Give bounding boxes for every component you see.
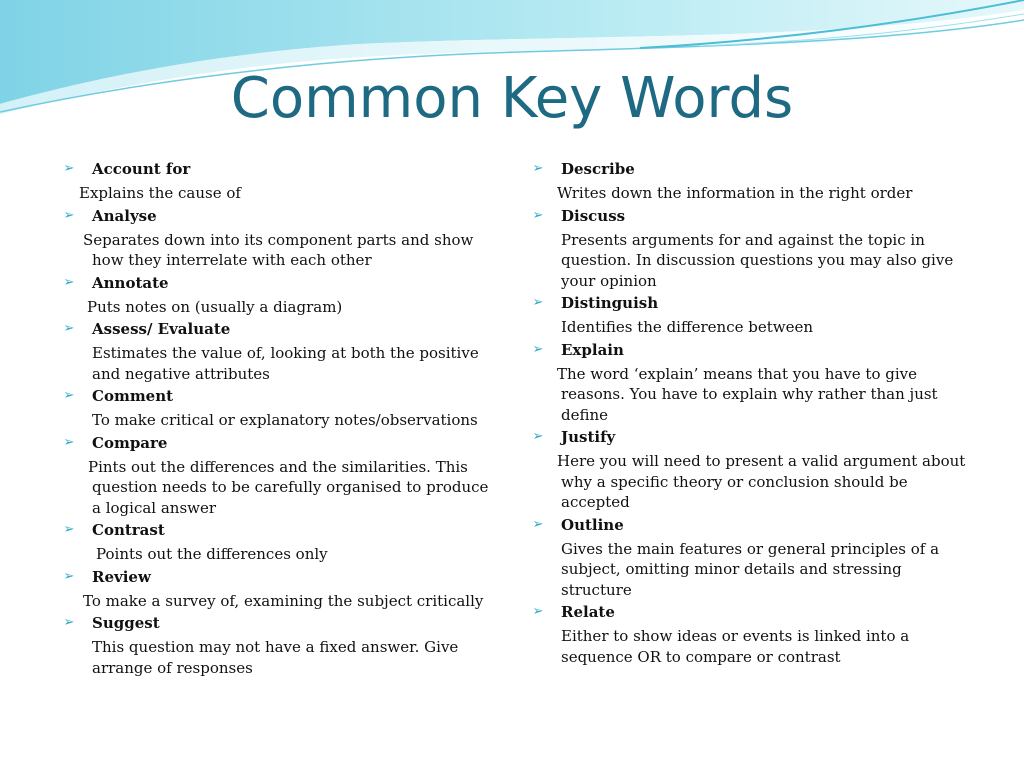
arrow-bullet-icon: ➢ <box>63 161 75 176</box>
left-keyword-column <box>62 157 502 678</box>
arrow-bullet-icon: ➢ <box>532 295 544 310</box>
keyword-description: To make a survey of, examining the subject critically <box>83 591 484 610</box>
keyword-entry <box>531 515 971 601</box>
arrow-bullet-icon: ➢ <box>63 388 75 403</box>
keyword-term: Contrast <box>92 521 165 539</box>
keyword-description: The word ‘explain’ means that you have to give reasons. You have to explain why rather than just define <box>557 364 938 424</box>
keyword-entry <box>62 206 502 271</box>
arrow-bullet-icon: ➢ <box>532 429 544 444</box>
keyword-term: Discuss <box>561 206 626 225</box>
arrow-bullet-icon: ➢ <box>532 341 544 357</box>
keyword-term: Analyse <box>92 206 157 225</box>
keyword-term: Comment <box>92 387 174 405</box>
keyword-term: Describe <box>561 160 635 178</box>
keyword-term: Assess/ Evaluate <box>92 320 231 338</box>
keyword-term: Relate <box>561 603 615 621</box>
arrow-bullet-icon: ➢ <box>532 604 544 619</box>
arrow-bullet-icon: ➢ <box>532 516 544 532</box>
arrow-bullet-icon: ➢ <box>63 615 75 630</box>
keyword-entry <box>62 159 502 204</box>
keyword-term: Justify <box>561 428 616 446</box>
keyword-entry <box>62 386 502 431</box>
keyword-entry <box>531 206 971 292</box>
keyword-description: Points out the differences only <box>96 545 328 563</box>
arrow-bullet-icon: ➢ <box>532 207 544 223</box>
keyword-description: Either to show ideas or events is linked into a sequence OR to compare or contrast <box>561 627 910 666</box>
arrow-bullet-icon: ➢ <box>63 207 75 223</box>
keyword-entry <box>531 159 971 204</box>
keyword-entry <box>531 293 971 338</box>
keyword-entry <box>531 340 971 426</box>
arrow-bullet-icon: ➢ <box>63 274 75 290</box>
keyword-description: Puts notes on (usually a diagram) <box>87 297 343 316</box>
keyword-entry <box>62 567 502 612</box>
keyword-description: This question may not have a fixed answer. Give arrange of responses <box>92 638 459 677</box>
keyword-entry <box>531 602 971 667</box>
keyword-entry <box>62 520 502 565</box>
keyword-description: Estimates the value of, looking at both the positive and negative attributes <box>92 344 479 383</box>
arrow-bullet-icon: ➢ <box>532 161 544 176</box>
arrow-bullet-icon: ➢ <box>63 434 75 450</box>
keyword-term: Annotate <box>92 273 169 292</box>
keyword-description: Here you will need to present a valid argument about why a specific theory or conclusion should be accepted <box>557 452 966 511</box>
keyword-description: To make critical or explanatory notes/observations <box>92 411 478 429</box>
keyword-description: Separates down into its component parts and show how they interrelate with each other <box>83 230 474 269</box>
keyword-term: Review <box>92 567 151 586</box>
keyword-description: Identifies the difference between <box>561 318 814 336</box>
keyword-term: Distinguish <box>561 294 659 312</box>
slide-title: Common Key Words <box>230 66 794 131</box>
keyword-entry <box>62 319 502 384</box>
keyword-term: Suggest <box>92 614 160 632</box>
keyword-entry <box>531 427 971 513</box>
arrow-bullet-icon: ➢ <box>63 568 75 584</box>
keyword-description: Writes down the information in the right order <box>557 184 913 202</box>
keyword-term: Account for <box>92 160 191 178</box>
right-keyword-column <box>531 157 971 667</box>
keyword-entry <box>62 613 502 678</box>
arrow-bullet-icon: ➢ <box>63 522 75 537</box>
arrow-bullet-icon: ➢ <box>63 321 75 336</box>
keyword-description: Pints out the differences and the similarities. This question needs to be carefully organised to produce a logical answer <box>88 457 489 517</box>
keyword-description: Explains the cause of <box>79 184 241 202</box>
keyword-term: Compare <box>92 433 168 452</box>
keyword-entry <box>62 273 502 318</box>
keyword-description: Presents arguments for and against the topic in question. In discussion questions you may also give your opinion <box>561 230 954 290</box>
keyword-term: Outline <box>561 515 624 534</box>
keyword-entry <box>62 433 502 519</box>
keyword-term: Explain <box>561 340 624 359</box>
keyword-description: Gives the main features or general principles of a subject, omitting minor details and stressing structure <box>561 539 940 599</box>
